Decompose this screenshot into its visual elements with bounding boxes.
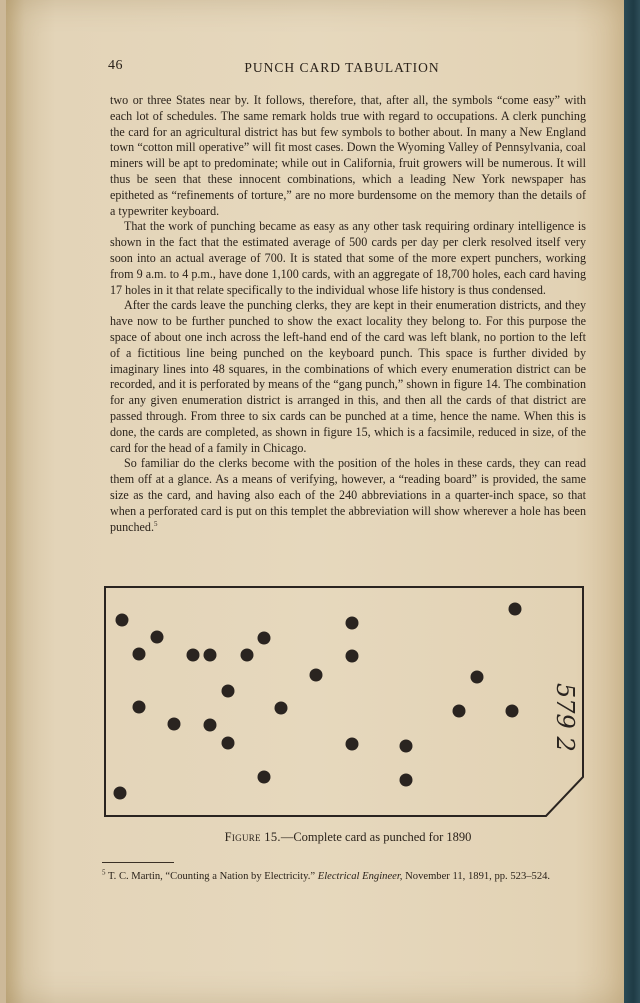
punched-hole: [258, 632, 271, 645]
handwritten-card-number: 579 2: [551, 683, 579, 752]
punched-hole: [222, 737, 235, 750]
card-outline: [105, 587, 583, 816]
punched-hole: [310, 669, 323, 682]
punched-hole: [187, 649, 200, 662]
punched-hole: [258, 771, 271, 784]
punched-hole: [133, 648, 146, 661]
paragraph-4: [110, 456, 586, 535]
caption-text: —Complete card as punched for 1890: [280, 830, 472, 844]
punched-hole: [241, 649, 254, 662]
footnote-journal: Electrical Engineer,: [317, 871, 403, 882]
footnote-marker: 5: [102, 868, 106, 877]
punched-hole: [204, 649, 217, 662]
punched-hole: [116, 614, 129, 627]
punch-card-svg: [103, 585, 589, 819]
punched-hole: [471, 671, 484, 684]
punched-hole: [204, 719, 217, 732]
running-head: PUNCH CARD TABULATION: [244, 60, 440, 75]
paragraph-1: two or three States near by. It follows, therefore, that, after all, the symbols “come easy” with each lot of schedules. The same remark holds true with regard to occupations. A clerk punching the card for an agricultural district has but few symbols to bother about. In many a New England town “cotton mill operative” will fit most cases. Down the Wyoming Valley of Pennsylvania, coal miners will be apt to predominate; while out in California, fruit growers will be numerous. It will thus be seen that these innocent combinations, which a leading New York newspaper has epitheted as “refinements of torture,” are no more burdensome on the memory than the details of a typewriter keyboard.: [110, 93, 586, 218]
caption-label: Figure 15.: [224, 830, 281, 844]
page-number: 46: [108, 58, 123, 73]
punched-hole: [453, 705, 466, 718]
body-text: [110, 93, 586, 535]
punched-hole: [133, 701, 146, 714]
book-spine-edge: [624, 0, 640, 1003]
footnote-rule: [102, 862, 174, 863]
punched-hole: [222, 685, 235, 698]
paragraph-2: That the work of punching became as easy as any other task requiring ordinary intelligence is shown in the fact that the estimated average of 500 cards per day per clerk resolved itself very soon into an actual average of 700. It is stated that some of the more expert punchers, working from 9 a.m. to 4 p.m., have done 1,100 cards, with an aggregate of 18,700 holes, each card having 17 holes in it that relate specifically to the individual whose life history is thus condensed.: [110, 219, 586, 297]
punched-hole: [400, 740, 413, 753]
paragraph-4-text: So familiar do the clerks become with the position of the holes in these cards, they can read them off at a glance. As a means of verifying, however, a “reading board” is provided, the same size as the card, and having also each of the 240 abbreviations in a quarter-inch space, so that when a perforated card is put on this templet the abbreviation will show wherever a hole has been punched.: [110, 456, 586, 534]
figure-caption: [106, 830, 590, 845]
punched-hole: [346, 650, 359, 663]
punched-hole: [346, 617, 359, 630]
punched-hole: [114, 787, 127, 800]
footnote: [102, 870, 586, 884]
punched-hole: [346, 738, 359, 751]
punched-hole: [275, 702, 288, 715]
footnote-pages: November 11, 1891, pp. 523–524.: [402, 871, 551, 882]
punched-hole: [151, 631, 164, 644]
punched-hole: [509, 603, 522, 616]
punched-hole: [168, 718, 181, 731]
punched-hole: [400, 774, 413, 787]
footnote-reference: 5: [154, 519, 158, 528]
paragraph-3: After the cards leave the punching clerks, they are kept in their enumeration districts, and they have now to be further punched to show the exact locality they belong to. For this purpose the space of about one inch across the left-hand end of the card was left blank, no portion to the left of a fictitious line being punched on the keyboard punch. This space is further divided by imaginary lines into 48 squares, in the combinations of which every enumeration district can be recorded, and it is perforated by means of the “gang punch,” shown in figure 14. The combination for any given enumeration district is arranged in this, and then all the cards of that district are passed through. From three to six cards can be punched at a time, hence the name. When this is done, the cards are completed, as shown in figure 15, which is a facsimile, reduced in size, of the card for the head of a family in Chicago.: [110, 298, 586, 455]
book-page: [6, 0, 624, 1003]
page-header: [100, 58, 584, 80]
card-holes: [114, 603, 522, 800]
footnote-author-title: T. C. Martin, “Counting a Nation by Electricity.”: [105, 871, 318, 882]
punched-hole: [506, 705, 519, 718]
punch-card-figure: [103, 585, 589, 819]
